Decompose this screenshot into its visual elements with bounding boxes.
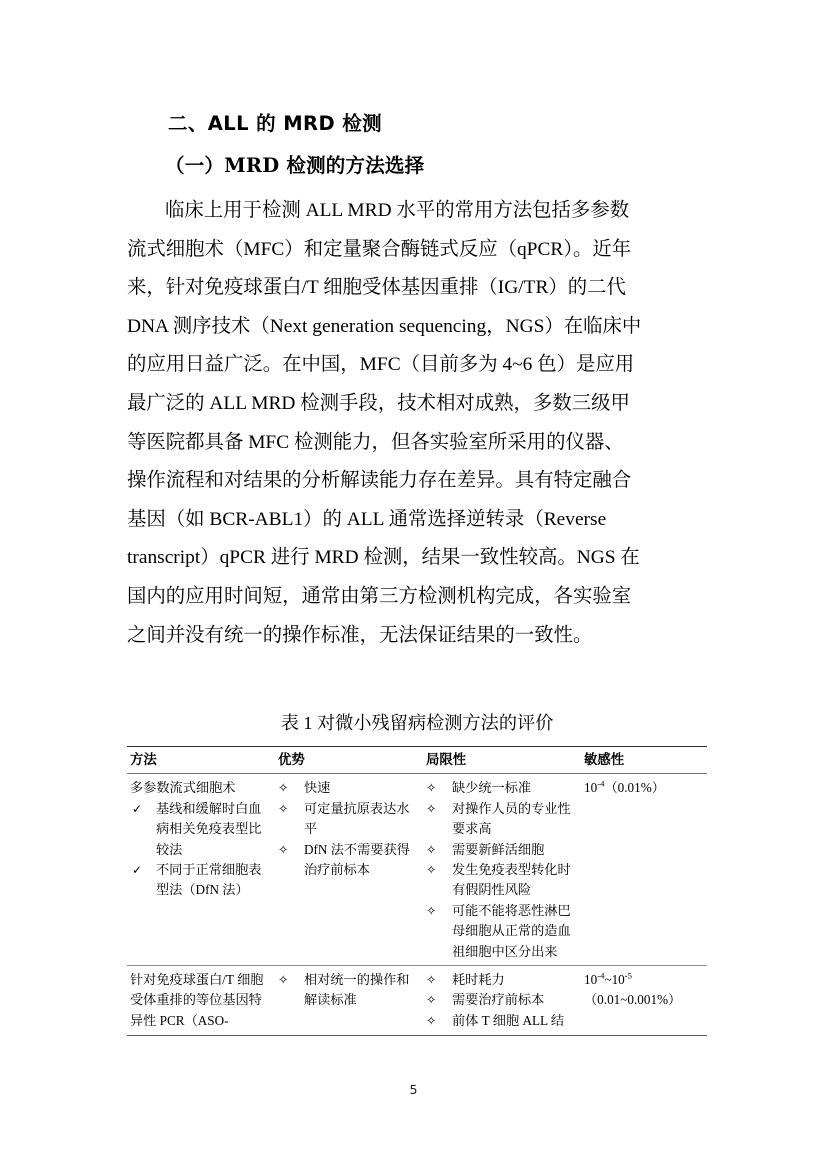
list-item-label: 需要治疗前标本 bbox=[452, 992, 545, 1008]
paragraph-line: 操作流程和对结果的分析解读能力存在差异。具有特定融合 bbox=[127, 470, 632, 492]
list-item-label: 相对统一的操作和解读标准 bbox=[304, 972, 410, 1008]
list-item bbox=[426, 1011, 579, 1031]
sensitivity-exponent-2: -5 bbox=[624, 970, 633, 981]
list-item-label: 需要新鲜活细胞 bbox=[452, 841, 545, 857]
list-item bbox=[426, 901, 579, 962]
subsection-heading: （一）MRD 检测的方法选择 bbox=[165, 154, 425, 177]
list-item bbox=[278, 970, 421, 1011]
cell-method bbox=[127, 774, 275, 966]
body-paragraph bbox=[127, 192, 707, 655]
diamond-icon: ✧ bbox=[278, 842, 289, 857]
table-header-row bbox=[127, 747, 707, 774]
paragraph-line: 之间并没有统一的操作标准，无法保证结果的一致性。 bbox=[127, 624, 593, 646]
diamond-icon: ✧ bbox=[278, 801, 289, 816]
paragraph-line: 来，针对免疫球蛋白/T 细胞受体基因重排（IG/TR）的二代 bbox=[127, 277, 626, 299]
cell-sensitivity bbox=[581, 966, 707, 1036]
column-header-method: 方法 bbox=[127, 747, 275, 774]
table-row bbox=[127, 774, 707, 966]
advantages-list bbox=[278, 778, 421, 880]
method-lead: 针对免疫球蛋白/T 细胞受体重排的等位基因特异性 PCR（ASO- bbox=[130, 972, 264, 1028]
list-item-label: DfN 法不需要获得治疗前标本 bbox=[304, 841, 410, 878]
method-list bbox=[130, 799, 273, 901]
page-title: 二、ALL 的 MRD 检测 bbox=[168, 112, 383, 135]
page-footer: 5 bbox=[409, 1082, 418, 1097]
paragraph-line: 基因（如 BCR-ABL1）的 ALL 通常选择逆转录（Reverse bbox=[127, 508, 607, 530]
diamond-icon: ✧ bbox=[426, 993, 437, 1008]
diamond-icon: ✧ bbox=[426, 863, 437, 878]
diamond-icon: ✧ bbox=[278, 973, 289, 988]
limitations-list bbox=[426, 778, 579, 962]
list-item bbox=[278, 840, 421, 881]
list-item bbox=[426, 778, 579, 798]
list-item-label: 快速 bbox=[304, 780, 331, 796]
advantages-list bbox=[278, 970, 421, 1011]
cell-sensitivity bbox=[581, 774, 707, 966]
cell-advantages bbox=[275, 966, 423, 1036]
sensitivity-exponent: -4 bbox=[597, 970, 605, 981]
list-item bbox=[426, 840, 579, 860]
paragraph-line: 流式细胞术（MFC）和定量聚合酶链式反应（qPCR）。近年 bbox=[127, 238, 632, 260]
list-item-label: 耗时耗力 bbox=[452, 972, 505, 988]
list-item bbox=[278, 799, 421, 840]
diamond-icon: ✧ bbox=[426, 801, 437, 816]
sensitivity-range: （0.01~0.001%） bbox=[584, 992, 682, 1008]
column-header-advantages: 优势 bbox=[275, 747, 423, 774]
paragraph-line: transcript）qPCR 进行 MRD 检测，结果一致性较高。NGS 在 bbox=[127, 547, 640, 569]
list-item-label: 发生免疫表型转化时有假阴性风险 bbox=[452, 862, 571, 898]
diamond-icon: ✧ bbox=[426, 903, 437, 918]
list-item-label: 基线和缓解时白血病相关免疫表型比较法 bbox=[156, 800, 262, 857]
list-item bbox=[130, 860, 273, 901]
list-item bbox=[426, 990, 579, 1010]
table-body bbox=[127, 774, 707, 1036]
diamond-icon: ✧ bbox=[426, 842, 437, 857]
sensitivity-value bbox=[584, 778, 705, 798]
table-row bbox=[127, 966, 707, 1036]
table-caption: 表 1 对微小残留病检测方法的评价 bbox=[280, 713, 554, 733]
sensitivity-base: 10 bbox=[584, 780, 598, 796]
list-item-label: 对操作人员的专业性要求高 bbox=[452, 800, 571, 837]
check-icon: ✓ bbox=[132, 863, 143, 878]
paragraph-line: 最广泛的 ALL MRD 检测手段，技术相对成熟，多数三级甲 bbox=[127, 392, 630, 414]
cell-limitations bbox=[423, 774, 581, 966]
sensitivity-base-2: ~10 bbox=[604, 972, 625, 988]
cell-limitations bbox=[423, 966, 581, 1036]
list-item-label: 不同于正常细胞表型法（DfN 法） bbox=[156, 862, 262, 898]
table-header bbox=[127, 747, 707, 774]
column-header-limitations: 局限性 bbox=[423, 747, 581, 774]
diamond-icon: ✧ bbox=[426, 781, 437, 796]
sensitivity-base: 10 bbox=[584, 972, 598, 988]
check-icon: ✓ bbox=[132, 801, 143, 816]
paragraph-line: DNA 测序技术（Next generation sequencing，NGS）在临床中 bbox=[127, 315, 642, 337]
list-item bbox=[130, 799, 273, 860]
sensitivity-percent: （0.01%） bbox=[604, 780, 665, 796]
list-item-label: 缺少统一标准 bbox=[452, 780, 532, 796]
diamond-icon: ✧ bbox=[426, 973, 437, 988]
sensitivity-exponent: -4 bbox=[597, 779, 605, 790]
list-item-label: 可定量抗原表达水平 bbox=[304, 800, 410, 837]
column-header-sensitivity: 敏感性 bbox=[581, 747, 707, 774]
list-item bbox=[278, 778, 421, 798]
paragraph-line: 的应用日益广泛。在中国，MFC（目前多为 4~6 色）是应用 bbox=[127, 354, 635, 376]
list-item bbox=[426, 860, 579, 901]
table-container bbox=[127, 746, 707, 1036]
diamond-icon: ✧ bbox=[278, 781, 289, 796]
list-item bbox=[426, 970, 579, 990]
cell-method bbox=[127, 966, 275, 1036]
list-item-label: 可能不能将恶性淋巴母细胞从正常的造血祖细胞中区分出来 bbox=[452, 902, 571, 959]
list-item bbox=[426, 799, 579, 840]
method-lead: 多参数流式细胞术 bbox=[130, 780, 236, 796]
mrd-methods-table bbox=[127, 746, 707, 1036]
paragraph-line: 国内的应用时间短，通常由第三方检测机构完成，各实验室 bbox=[127, 585, 632, 607]
diamond-icon: ✧ bbox=[426, 1013, 437, 1028]
limitations-list bbox=[426, 970, 579, 1031]
list-item-label: 前体 T 细胞 ALL 结 bbox=[452, 1012, 565, 1028]
cell-advantages bbox=[275, 774, 423, 966]
paragraph-line: 等医院都具备 MFC 检测能力，但各实验室所采用的仪器、 bbox=[127, 431, 624, 453]
paragraph-line: 临床上用于检测 ALL MRD 水平的常用方法包括多参数 bbox=[165, 200, 630, 221]
sensitivity-value bbox=[584, 970, 705, 990]
